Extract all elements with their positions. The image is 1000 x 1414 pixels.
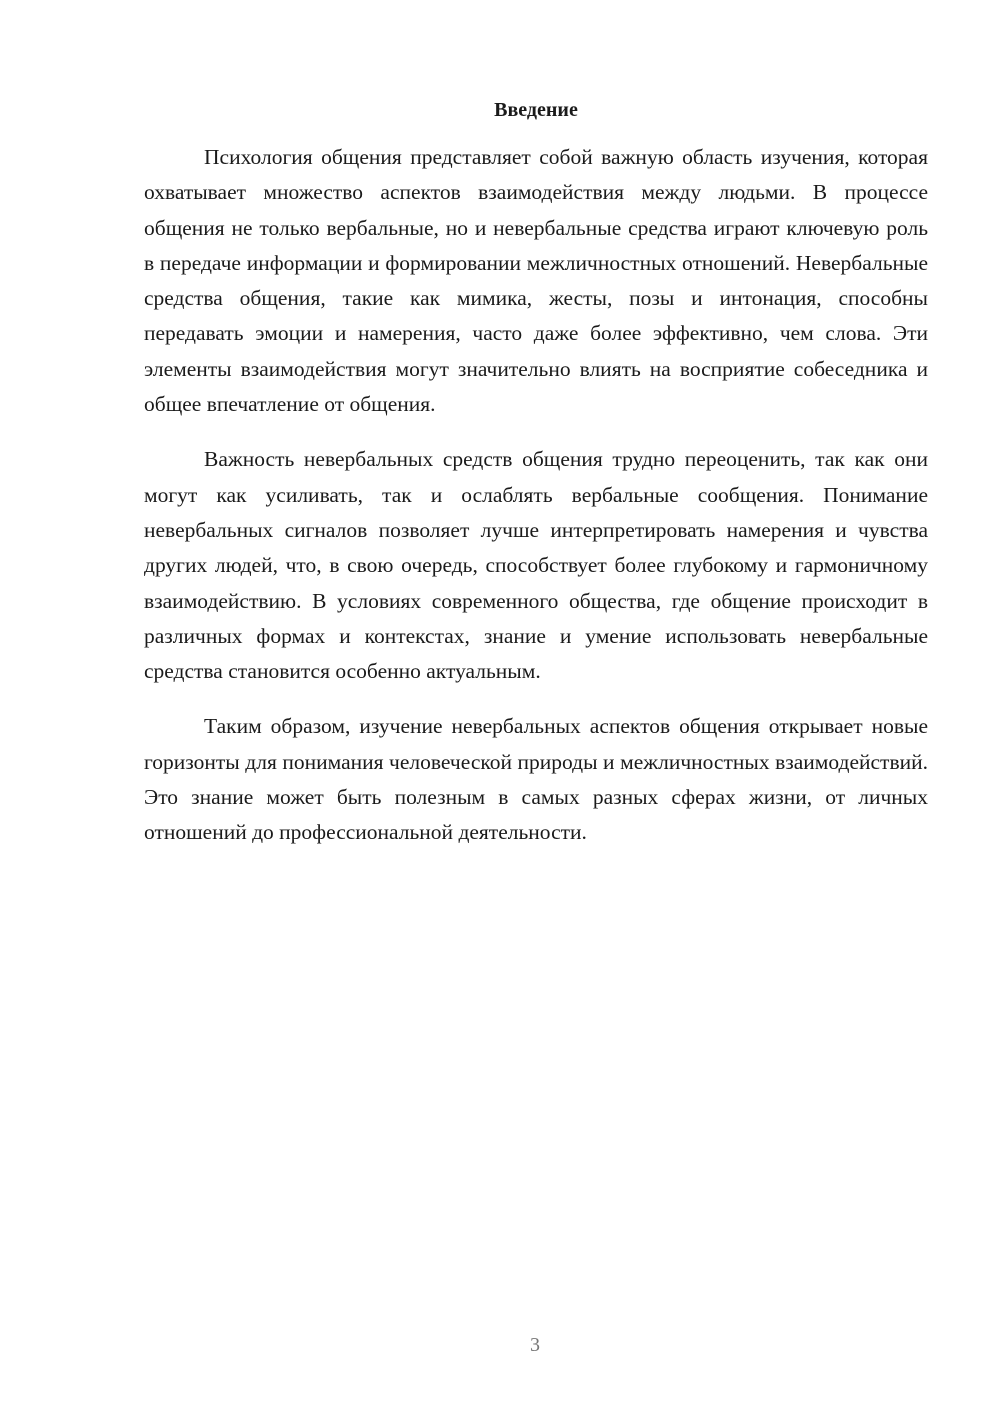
section-heading: Введение: [494, 99, 578, 121]
paragraph-2: Важность невербальных средств общения трудно переоценить, так как они могут как усиливать, так и ослаблять вербальные сообщения. Понимание невербальных сигналов позволяет лучше интерпретировать намерения и чувства других людей, что, в свою очередь, способствует более глубокому и гармоничному взаимодействию. В условиях современного общества, где общение происходит в различных формах и контекстах, знание и умение использовать невербальные средства становится особенно актуальным.: [144, 447, 928, 684]
page-number: 3: [530, 1334, 540, 1356]
paragraph-3: Таким образом, изучение невербальных аспектов общения открывает новые горизонты для понимания человеческой природы и межличностных взаимодействий. Это знание может быть полезным в самых разных сферах жизни, от личных отношений до профессиональной деятельности.: [144, 714, 928, 845]
page-content: [144, 92, 928, 871]
paragraph-1: Психология общения представляет собой важную область изучения, которая охватывает множество аспектов взаимодействия между людьми. В процессе общения не только вербальные, но и невербальные средства играют ключевую роль в передаче информации и формировании межличностных отношений. Невербальные средства общения, такие как мимика, жесты, позы и интонация, способны передавать эмоции и намерения, часто даже более эффективно, чем слова. Эти элементы взаимодействия могут значительно влиять на восприятие собеседника и общее впечатление от общения.: [144, 145, 928, 417]
